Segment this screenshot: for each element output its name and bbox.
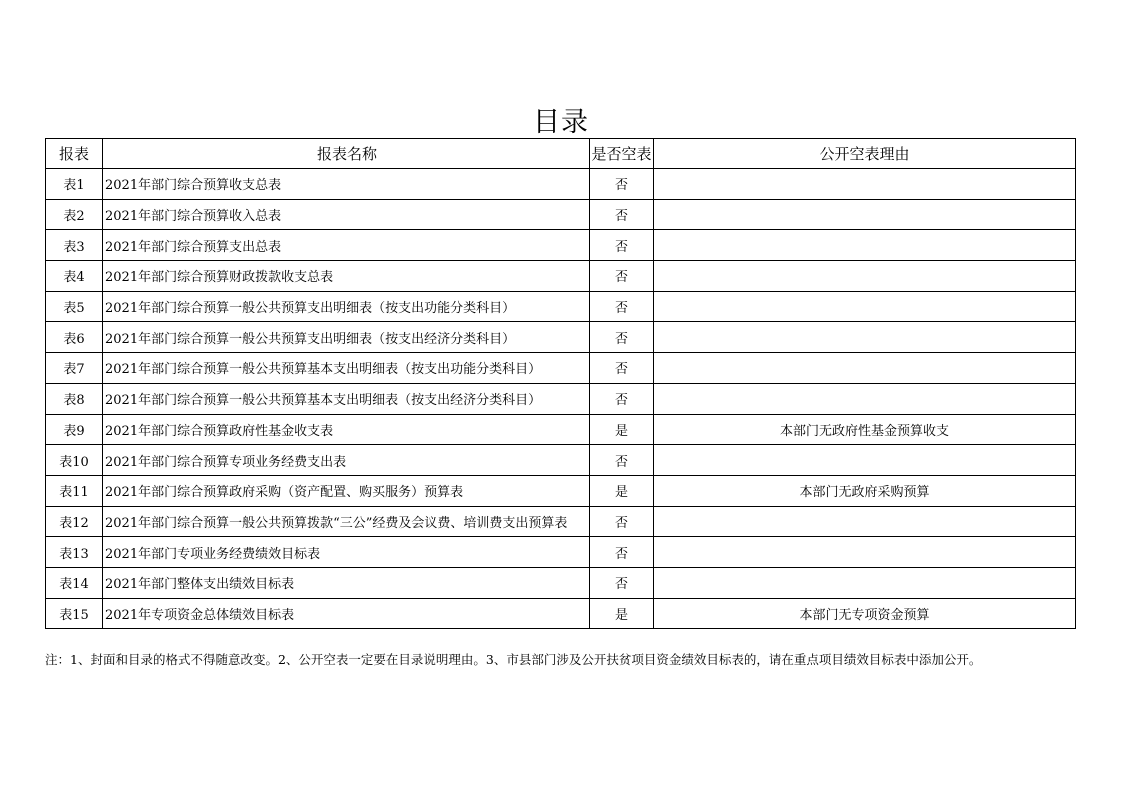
- header-empty: 是否空表: [590, 139, 654, 169]
- cell-reason: 本部门无专项资金预算: [654, 598, 1076, 629]
- cell-name: 2021年部门综合预算一般公共预算支出明细表（按支出经济分类科目）: [103, 322, 590, 353]
- cell-empty: 否: [590, 199, 654, 230]
- cell-empty: 否: [590, 353, 654, 384]
- cell-name: 2021年部门整体支出绩效目标表: [103, 567, 590, 598]
- table-row: [46, 169, 1076, 200]
- table-row: [46, 353, 1076, 384]
- cell-id: 表12: [46, 506, 103, 537]
- cell-name: 2021年部门综合预算政府采购（资产配置、购买服务）预算表: [103, 475, 590, 506]
- cell-empty: 否: [590, 537, 654, 568]
- cell-empty: 是: [590, 598, 654, 629]
- table-row: [46, 322, 1076, 353]
- cell-empty: 否: [590, 291, 654, 322]
- cell-name: 2021年部门综合预算收入总表: [103, 199, 590, 230]
- table-header-row: [46, 139, 1076, 169]
- table-row: [46, 567, 1076, 598]
- cell-name: 2021年部门专项业务经费绩效目标表: [103, 537, 590, 568]
- cell-id: 表1: [46, 169, 103, 200]
- cell-empty: 否: [590, 230, 654, 261]
- cell-reason: [654, 567, 1076, 598]
- cell-id: 表4: [46, 261, 103, 292]
- cell-reason: [654, 261, 1076, 292]
- cell-empty: 否: [590, 169, 654, 200]
- cell-id: 表2: [46, 199, 103, 230]
- cell-reason: [654, 537, 1076, 568]
- cell-id: 表7: [46, 353, 103, 384]
- page-title: 目录: [533, 107, 589, 138]
- cell-name: 2021年部门综合预算政府性基金收支表: [103, 414, 590, 445]
- cell-name: 2021年部门综合预算支出总表: [103, 230, 590, 261]
- cell-id: 表14: [46, 567, 103, 598]
- cell-id: 表6: [46, 322, 103, 353]
- cell-id: 表10: [46, 445, 103, 476]
- cell-name: 2021年部门综合预算一般公共预算基本支出明细表（按支出经济分类科目）: [103, 383, 590, 414]
- cell-reason: [654, 230, 1076, 261]
- cell-id: 表5: [46, 291, 103, 322]
- cell-empty: 否: [590, 383, 654, 414]
- table-row: [46, 414, 1076, 445]
- footnote: 注：1、封面和目录的格式不得随意改变。2、公开空表一定要在目录说明理由。3、市县部门涉及公开扶贫项目资金绩效目标表的，请在重点项目绩效目标表中添加公开。: [45, 652, 982, 667]
- cell-reason: [654, 353, 1076, 384]
- cell-id: 表3: [46, 230, 103, 261]
- cell-name: 2021年部门综合预算财政拨款收支总表: [103, 261, 590, 292]
- table-row: [46, 199, 1076, 230]
- table-row: [46, 475, 1076, 506]
- table-row: [46, 230, 1076, 261]
- header-id: 报表: [46, 139, 103, 169]
- table-row: [46, 383, 1076, 414]
- cell-id: 表15: [46, 598, 103, 629]
- cell-empty: 否: [590, 506, 654, 537]
- table-row: [46, 598, 1076, 629]
- cell-reason: [654, 383, 1076, 414]
- cell-reason: [654, 445, 1076, 476]
- cell-id: 表11: [46, 475, 103, 506]
- cell-id: 表13: [46, 537, 103, 568]
- table-row: [46, 537, 1076, 568]
- cell-name: 2021年部门综合预算一般公共预算拨款“三公”经费及会议费、培训费支出预算表: [103, 506, 590, 537]
- cell-empty: 否: [590, 322, 654, 353]
- cell-reason: [654, 291, 1076, 322]
- cell-name: 2021年部门综合预算专项业务经费支出表: [103, 445, 590, 476]
- cell-reason: [654, 506, 1076, 537]
- cell-empty: 否: [590, 261, 654, 292]
- table-row: [46, 261, 1076, 292]
- table-body: [46, 169, 1076, 629]
- cell-reason: 本部门无政府性基金预算收支: [654, 414, 1076, 445]
- cell-reason: 本部门无政府采购预算: [654, 475, 1076, 506]
- cell-empty: 是: [590, 414, 654, 445]
- cell-id: 表9: [46, 414, 103, 445]
- header-name: 报表名称: [103, 139, 590, 169]
- cell-reason: [654, 169, 1076, 200]
- cell-empty: 是: [590, 475, 654, 506]
- cell-id: 表8: [46, 383, 103, 414]
- cell-empty: 否: [590, 445, 654, 476]
- cell-name: 2021年专项资金总体绩效目标表: [103, 598, 590, 629]
- cell-name: 2021年部门综合预算一般公共预算支出明细表（按支出功能分类科目）: [103, 291, 590, 322]
- cell-name: 2021年部门综合预算一般公共预算基本支出明细表（按支出功能分类科目）: [103, 353, 590, 384]
- table-row: [46, 445, 1076, 476]
- cell-empty: 否: [590, 567, 654, 598]
- cell-name: 2021年部门综合预算收支总表: [103, 169, 590, 200]
- table-row: [46, 291, 1076, 322]
- toc-table: [45, 138, 1076, 629]
- cell-reason: [654, 322, 1076, 353]
- cell-reason: [654, 199, 1076, 230]
- table-row: [46, 506, 1076, 537]
- header-reason: 公开空表理由: [654, 139, 1076, 169]
